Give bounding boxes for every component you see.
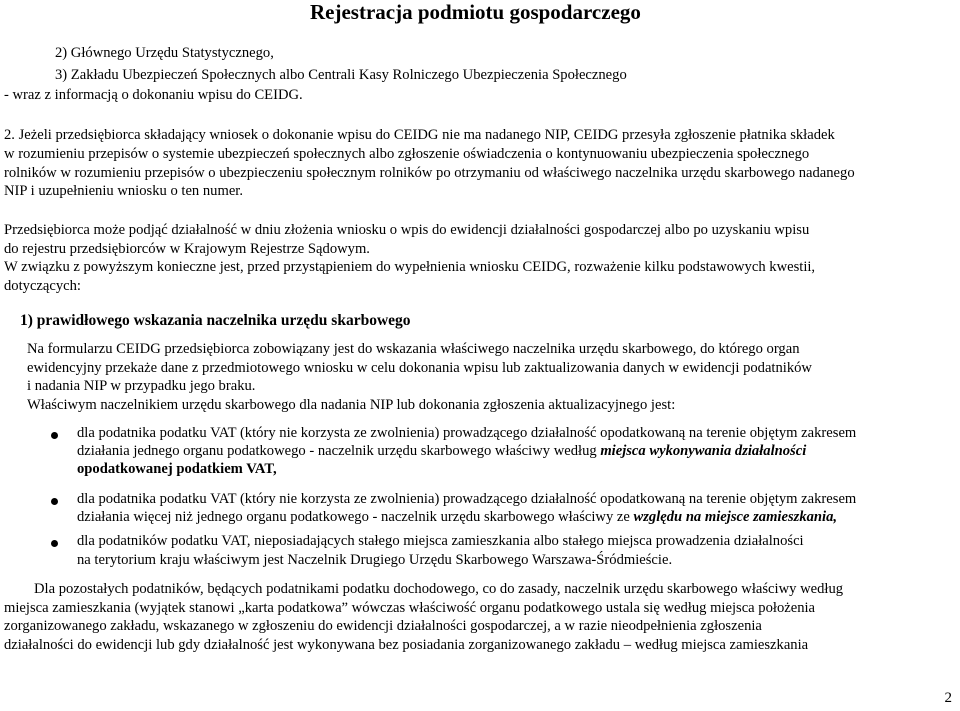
paragraph-line: Właściwym naczelnikiem urzędu skarbowego dla nadania NIP lub dokonania zgłoszenia aktualizacyjnego jest:	[27, 397, 676, 413]
paragraph-line: Dla pozostałych podatników, będących podatnikami podatku dochodowego, co do zasady, naczelnik urzędu skarbowego właściwy według	[34, 581, 844, 597]
bullet-line: opodatkowanej podatkiem VAT,	[77, 461, 277, 477]
list-item: - wraz z informacją o dokonaniu wpisu do CEIDG.	[4, 87, 303, 103]
paragraph-line: w rozumieniu przepisów o systemie ubezpieczeń społecznych albo zgłoszenie oświadczenia o kontynuowaniu ubezpieczenia społecznego	[4, 146, 810, 162]
bullet-dot	[51, 432, 58, 439]
paragraph-line: Na formularzu CEIDG przedsiębiorca zobowiązany jest do wskazania właściwego naczelnika urzędu skarbowego, do którego organ	[27, 341, 800, 357]
paragraph-line: rolników w rozumieniu przepisów o ubezpieczeniu społecznym rolników po otrzymaniu od właściwego naczelnika urzędu skarbowego nadanego	[4, 165, 855, 181]
paragraph-line: działalności do ewidencji lub gdy działalność jest wykonywana bez posiadania zorganizowanego zakładu – według miejsca zamieszkania	[4, 637, 809, 653]
bullet-line: dla podatnika podatku VAT (który nie korzysta ze zwolnienia) prowadzącego działalność opodatkowaną na terenie objętym zakresem	[77, 491, 857, 507]
bullet-line	[77, 442, 806, 460]
paragraph-line: W związku z powyższym konieczne jest, przed przystąpieniem do wypełnienia wniosku CEIDG, rozważenie kilku podstawowych kwestii,	[4, 259, 816, 275]
bullet-line: dla podatników podatku VAT, nieposiadających stałego miejsca zamieszkania albo stałego miejsca prowadzenia działalności	[77, 533, 804, 549]
bullet-dot	[51, 540, 58, 547]
list-item: 2) Głównego Urzędu Statystycznego,	[55, 45, 274, 61]
paragraph-line: dotyczących:	[4, 278, 81, 294]
paragraph-line: i nadania NIP w przypadku jego braku.	[27, 378, 256, 394]
paragraph-line: zorganizowanego zakładu, wskazanego w zgłoszeniu do ewidencji działalności gospodarczej, a w razie nieodpełnienia zgłoszenia	[4, 618, 762, 634]
paragraph-line: do rejestru przedsiębiorców w Krajowym Rejestrze Sądowym.	[4, 241, 370, 257]
bullet-dot	[51, 498, 58, 505]
page-number: 2	[944, 690, 952, 706]
paragraph-line: NIP i uzupełnieniu wniosku o ten numer.	[4, 183, 244, 199]
bullet-text: działania więcej niż jednego organu podatkowego - naczelnik urzędu skarbowego właściwy ze	[77, 509, 634, 525]
bullet-line: dla podatnika podatku VAT (który nie korzysta ze zwolnienia) prowadzącego działalność opodatkowaną na terenie objętym zakresem	[77, 425, 857, 441]
bullet-emphasis: względu na miejsce zamieszkania,	[633, 509, 838, 525]
page-title: Rejestracja podmiotu gospodarczego	[310, 0, 641, 24]
bullet-text: działania jednego organu podatkowego - naczelnik urzędu skarbowego właściwy według	[77, 443, 601, 459]
list-item: 3) Zakładu Ubezpieczeń Społecznych albo Centrali Kasy Rolniczego Ubezpieczenia Społecznego	[55, 67, 627, 83]
paragraph-line: miejsca zamieszkania (wyjątek stanowi „karta podatkowa” wówczas właściwość organu podatkowego ustala się według miejsca położenia	[4, 600, 816, 616]
paragraph-line: Przedsiębiorca może podjąć działalność w dniu złożenia wniosku o wpis do ewidencji działalności gospodarczej albo po uzyskaniu wpisu	[4, 222, 810, 238]
bullet-line	[77, 508, 837, 526]
paragraph-line: ewidencyjny przekaże dane z przedmiotowego wniosku w celu dokonania wpisu lub zaktualizowania danych w ewidencji podatników	[27, 360, 812, 376]
paragraph-line: 2. Jeżeli przedsiębiorca składający wniosek o dokonanie wpisu do CEIDG nie ma nadanego NIP, CEIDG przesyła zgłoszenie płatnika składek	[4, 127, 835, 143]
bullet-emphasis: miejsca wykonywania działalności	[600, 443, 807, 459]
section-heading: 1) prawidłowego wskazania naczelnika urzędu skarbowego	[20, 312, 411, 329]
bullet-line: na terytorium kraju właściwym jest Naczelnik Drugiego Urzędu Skarbowego Warszawa-Śródmieście.	[77, 552, 673, 568]
